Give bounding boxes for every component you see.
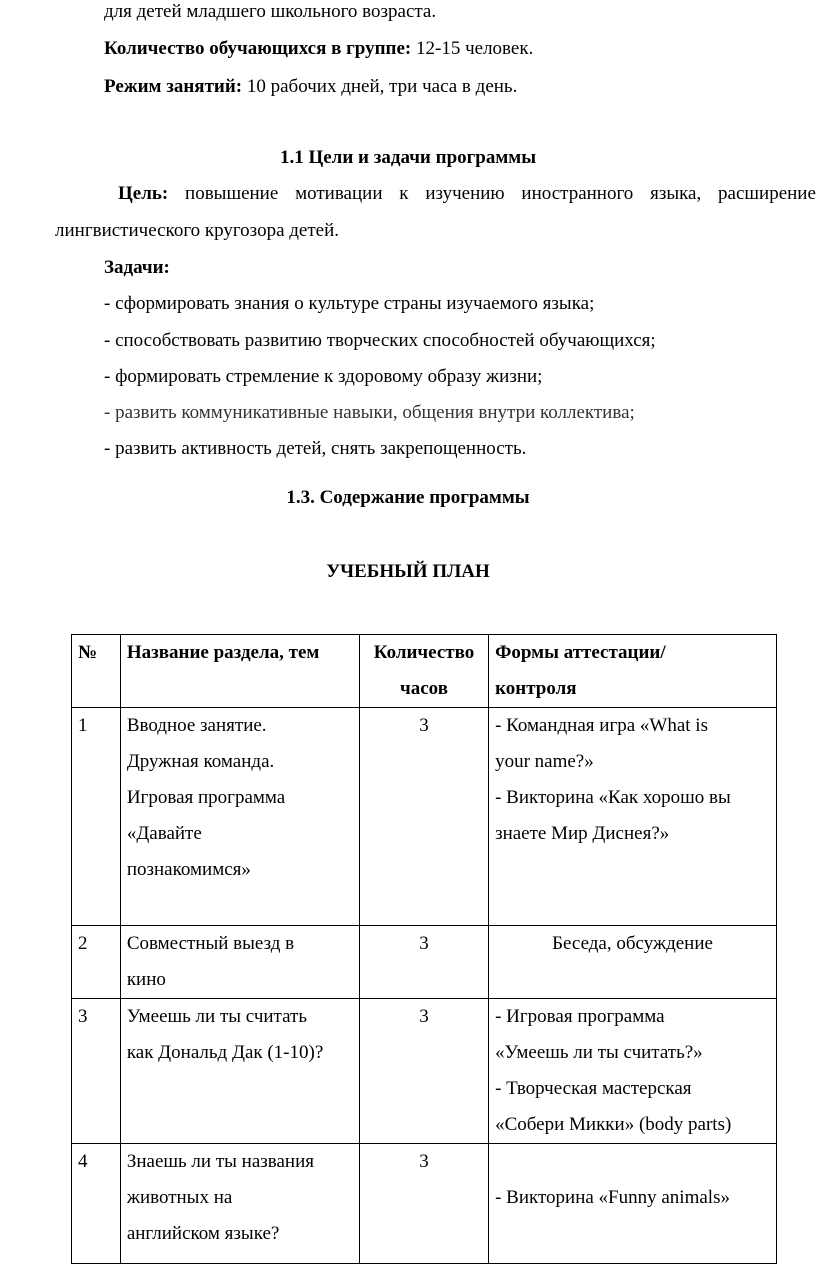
table-row [72,999,777,1144]
task-item: - формировать стремление к здоровому образу жизни; [104,366,543,387]
header-name: Название раздела, тем [120,635,359,708]
goal-label: Цель: [118,183,169,204]
header-forms: Формы аттестации/ контроля [489,635,777,708]
row-num: 2 [72,926,121,999]
task-item: - развить активность детей, снять закрепощенность. [104,438,527,459]
tasks-label: Задачи: [104,257,170,278]
plan-title: УЧЕБНЫЙ ПЛАН [326,561,490,582]
goal-word: расширение [718,183,816,204]
row-forms: - Игровая программа «Умеешь ли ты считать?» - Творческая мастерская «Собери Микки» (body parts) [489,999,777,1144]
row-hours: 3 [359,708,488,926]
table-row [72,1144,777,1264]
header-num: № [72,635,121,708]
goals-heading: 1.1 Цели и задачи программы [279,147,537,168]
row-forms: - Командная игра «What is your name?» - Викторина «Как хорошо вы знаете Мир Диснея?» [489,708,777,926]
row-num: 1 [72,708,121,926]
schedule-value: 10 рабочих дней, три часа в день. [242,76,518,97]
row-forms: Беседа, обсуждение [489,926,777,999]
row-num: 3 [72,999,121,1144]
goal-word: изучению [425,183,505,204]
row-hours: 3 [359,926,488,999]
row-name: Вводное занятие. Дружная команда. Игровая программа «Давайте познакомимся» [120,708,359,926]
row-name: Умеешь ли ты считать как Дональд Дак (1-10)? [120,999,359,1144]
task-item: - сформировать знания о культуре страны изучаемого языка; [104,293,595,314]
table-header-row [72,635,777,708]
task-item: - развить коммуникативные навыки, общения внутри коллектива; [104,402,635,423]
row-hours: 3 [359,1144,488,1264]
group-size-label: Количество обучающихся в группе: [104,38,412,59]
curriculum-table [71,634,777,1264]
row-name: Знаешь ли ты названия животных на английском языке? [120,1144,359,1264]
group-size-line [104,37,533,61]
goal-word: повышение [185,183,279,204]
group-size-value: 12-15 человек. [411,38,534,59]
goal-word: иностранного [521,183,634,204]
goal-line-1 [118,182,816,206]
goal-word: к [399,183,409,204]
goal-word: языка, [650,183,702,204]
schedule-line [104,75,517,99]
age-line: для детей младшего школьного возраста. [104,1,437,22]
row-forms: - Викторина «Funny animals» [489,1144,777,1264]
task-item: - способствовать развитию творческих способностей обучающихся; [104,330,656,351]
schedule-label: Режим занятий: [104,76,243,97]
table-row [72,926,777,999]
content-heading: 1.3. Содержание программы [286,487,530,508]
row-hours: 3 [359,999,488,1144]
goal-word: мотивации [295,183,383,204]
goal-line-2: лингвистического кругозора детей. [55,220,340,241]
header-hours: Количество часов [359,635,488,708]
row-name: Совместный выезд в кино [120,926,359,999]
table-row [72,708,777,926]
row-num: 4 [72,1144,121,1264]
